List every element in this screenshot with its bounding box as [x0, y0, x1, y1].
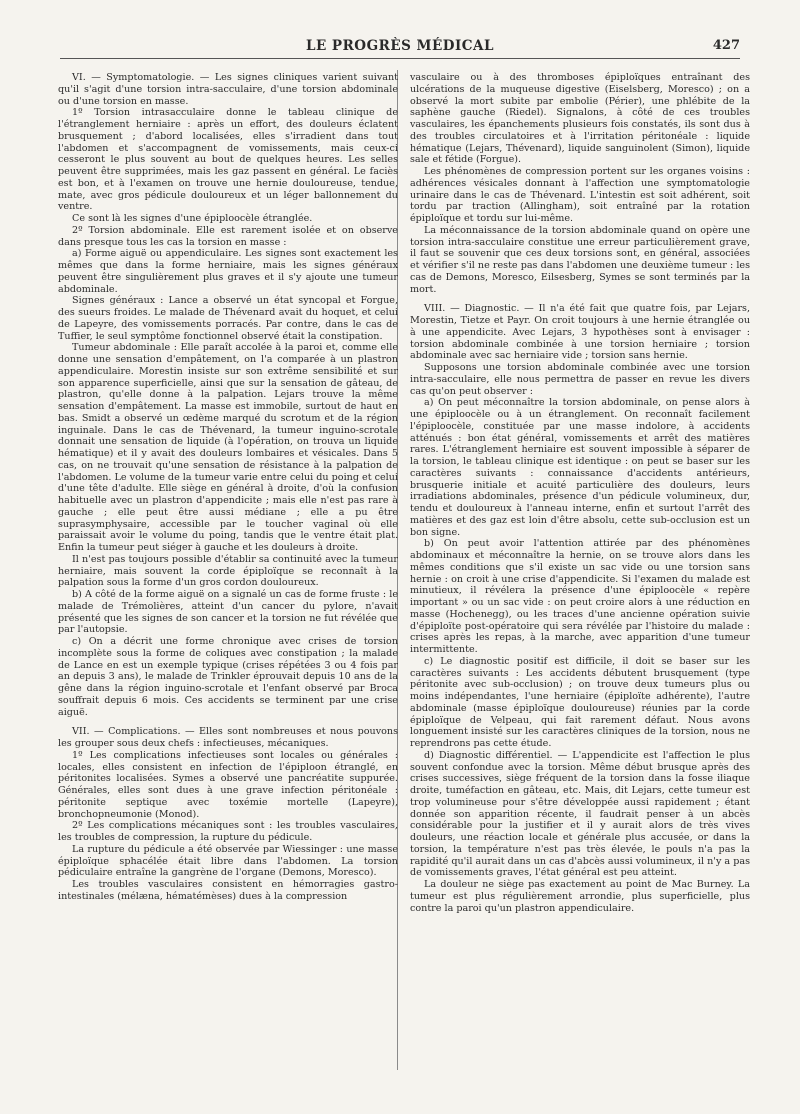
paragraph: a) On peut méconnaître la torsion abdominale, on pense alors à une épiploocèle ou à un étranglement. On reconnaît facilement l'épiploocèle, constituée par une masse indolore, à accidents atténués : bon état général, vomissements et arrêt des matières rares. L'étranglement herniaire est souvent impossible à séparer de la torsion, le tableau clinique est identique : on peut se baser sur les caractères suivants : connaissance d'accidents antérieurs, brusquerie initiale et acuité particulière des douleurs, leurs irradiations abdominales, présence d'un pédicule volumineux, dur, tendu et douloureux à l'anneau interne, enfin et surtout l'arrêt des matières et des gaz est loin d'être absolu, cette sub-occlusion est un bon signe.	[410, 397, 750, 538]
paragraph: Supposons une torsion abdominale combinée avec une torsion intra-sacculaire, elle nous permettra de passer en revue les divers cas qu'on peut observer :	[410, 362, 750, 397]
paragraph: Les phénomènes de compression portent sur les organes voisins : adhérences vésicales donnant à l'affection une symptomatologie urinaire dans le cas de Thévenard. L'intestin est soit adhérent, soit tordu par traction (Allingham), soit entraîné par la rotation épiploïque et tordu sur lui-même.	[410, 166, 750, 224]
page-number: 427	[712, 38, 740, 53]
paragraph: b) A côté de la forme aiguë on a signalé un cas de forme fruste : le malade de Trémolières, atteint d'un cancer du pylore, n'avait présenté que les signes de son cancer et la torsion ne fut révélée que par l'autopsie.	[58, 589, 398, 636]
left-column	[58, 72, 398, 903]
paragraph: Tumeur abdominale : Elle paraît accolée à la paroi et, comme elle donne une sensation d'empâtement, on l'a comparée à un plastron appendiculaire. Morestin insiste sur son extrême sensibilité et sur son apparence superficielle, ainsi que sur la sensation de gâteau, de plastron, qu'elle donne à la palpation. Lejars trouve la même sensation d'empâtement. La masse est immobile, surtout de haut en bas. Smidt a observé un œdème marqué du scrotum et de la région inguinale. Dans le cas de Thévenard, la tumeur inguino-scrotale donnait une sensation de liquide (à l'opération, on trouva un liquide hématique) et il y avait des douleurs lombaires et vésicales. Dans 5 cas, on ne trouvait qu'une sensation de résistance à la palpation de l'abdomen. Le volume de la tumeur varie entre celui du poing et celui d'une tête d'adulte. Elle siège en général à droite, d'où la confusion habituelle avec un plastron d'appendicite ; mais elle n'est pas rare à gauche ; elle peut être aussi médiane ; elle a pu être suprasymphysaire, accessible par le toucher vaginal où elle paraissait avoir le volume du poing, tandis que le ventre était plat. Enfin la tumeur peut siéger à gauche et les douleurs à droite.	[58, 342, 398, 553]
journal-title: LE PROGRÈS MÉDICAL	[305, 38, 495, 54]
paragraph: a) Forme aiguë ou appendiculaire. Les signes sont exactement les mêmes que dans la forme herniaire, mais les signes généraux peuvent être singulièrement plus graves et il s'y ajoute une tumeur abdominale.	[58, 248, 398, 295]
paragraph: Les troubles vasculaires consistent en hémorragies gastro-intestinales (mélæna, hématémèses) dues à la compression	[58, 879, 398, 902]
paragraph: c) Le diagnostic positif est difficile, il doit se baser sur les caractères suivants : Les accidents débutent brusquement (type péritonite avec sub-occlusion) ; on trouve deux tumeurs plus ou moins indépendantes, l'une herniaire (épiploïte adhérente), l'autre abdominale (masse épiploïque douloureuse) réunies par la corde épiploïque de Velpeau, qui fait rarement défaut. Nous avons longuement insisté sur les caractères cliniques de la torsion, nous ne reprendrons pas cette étude.	[410, 655, 750, 749]
paragraph: d) Diagnostic différentiel. — L'appendicite est l'affection le plus souvent confondue avec la torsion. Même début brusque après des crises successives, siège fréquent de la torsion dans la fosse iliaque droite, tuméfaction en gâteau, etc. Mais, dit Lejars, cette tumeur est trop volumineuse pour s'être développée aussi rapidement ; étant donnée son apparition récente, il faudrait penser à un abcès considérable pour la justifier et il y aurait alors de très vives douleurs, une réaction locale et générale plus accusée, or dans la torsion, la température n'est pas très élevée, le pouls n'a pas la rapidité qu'il aurait dans un cas d'abcès aussi volumineux, il n'y a pas de vomissements graves, l'état général est peu atteint.	[410, 749, 750, 879]
paragraph: b) On peut avoir l'attention attirée par des phénomènes abdominaux et méconnaître la hernie, on se trouve alors dans les mêmes conditions que s'il existe un sac vide ou une torsion sans hernie : on croit à une crise d'appendicite. Si l'examen du malade est minutieux, il révélera la présence d'une épiploocèle « repère important » ou un sac vide : on peut croire alors à une réduction en masse (Hochenegg), ou les traces d'une ancienne opération suivie d'épiploïte post-opératoire qui sera révélée par l'histoire du malade : crises après les repas, à la marche, avec apparition d'une tumeur intermittente.	[410, 538, 750, 655]
paragraph: 1º Torsion intrasacculaire donne le tableau clinique de l'étranglement herniaire : après un effort, des douleurs éclatent brusquement ; d'abord localisées, elles s'irradient dans tout l'abdomen et s'accompagnent de vomissements, mais ceux-ci cesseront le plus souvent au bout de quelques heures. Les selles peuvent être supprimées, mais les gaz passent en général. Le faciès est bon, et à l'examen on trouve une hernie douloureuse, tendue, mate, avec gros pédicule douloureux et un léger ballonnement du ventre.	[58, 107, 398, 213]
paragraph: La méconnaissance de la torsion abdominale quand on opère une torsion intra-sacculaire constitue une erreur particulièrement grave, il faut se souvenir que ces deux torsions sont, en général, associées et vérifier s'il ne reste pas dans l'abdomen une deuxième tumeur : les cas de Demons, Moresco, Eilsesberg, Symes se sont terminés par la mort.	[410, 224, 750, 295]
page-header	[60, 38, 740, 59]
section-heading-diagnostic: VIII. — Diagnostic. — Il n'a été fait que quatre fois, par Lejars, Morestin, Tietze et Payr. On croit toujours à une hernie étranglée ou à une appendicite. Avec Lejars, 3 hypothèses sont à envisager : torsion abdominale combinée à une torsion herniaire ; torsion abdominale avec sac herniaire vide ; torsion sans hernie.	[410, 303, 750, 362]
paragraph: 2º Torsion abdominale. Elle est rarement isolée et on observe dans presque tous les cas la torsion en masse :	[58, 224, 398, 248]
paragraph: 2º Les complications mécaniques sont : les troubles vasculaires, les troubles de compression, la rupture du pédicule.	[58, 820, 398, 843]
paragraph: La rupture du pédicule a été observée par Wiessinger : une masse épiploïque sphacélée était libre dans l'abdomen. La torsion pédiculaire entraîne la gangrène de l'organe (Demons, Moresco).	[58, 843, 398, 879]
paragraph: La douleur ne siège pas exactement au point de Mac Burney. La tumeur est plus régulièrement arrondie, plus superficielle, plus contre la paroi qu'un plastron appendiculaire.	[410, 879, 750, 914]
paragraph: 1º Les complications infectieuses sont locales ou générales : locales, elles consistent en infection de l'épiploon étranglé, en péritonites localisées. Symes a observé une pancréatite suppurée. Générales, elles sont dues à une grave infection péritonéale : péritonite septique avec toxémie mortelle (Lapeyre), bronchopneumonie (Monod).	[58, 749, 398, 820]
paragraph: vasculaire ou à des thromboses épiploïques entraînant des ulcérations de la muqueuse digestive (Eiselsberg, Moresco) ; on a observé la mort subite par embolie (Périer), une phlébite de la saphène gauche (Riedel). Signalons, à côté de ces troubles vasculaires, les épanchements plusieurs fois constatés, ils sont dus à des troubles circulatoires et à l'irritation péritonéale : liquide hématique (Lejars, Thévenard), liquide sanguinolent (Simon), liquide sale et fétide (Forgue).	[410, 72, 750, 166]
paragraph: Ce sont là les signes d'une épiploocèle étranglée.	[72, 213, 313, 224]
paragraph: c) On a décrit une forme chronique avec crises de torsion incomplète sous la forme de coliques avec constipation ; la malade de Lance en est un exemple typique (crises répétées 3 ou 4 fois par an depuis 3 ans), le malade de Trinkler éprouvait depuis 10 ans de la gêne dans la région inguino-scrotale et l'enfant observé par Broca souffrait depuis 6 mois. Ces accidents se terminent par une crise aiguë.	[58, 636, 398, 718]
paragraph: Il n'est pas toujours possible d'établir sa continuité avec la tumeur herniaire, mais souvent la corde épiploïque se reconnaît à la palpation sous la forme d'un gros cordon douloureux.	[58, 553, 398, 589]
paragraph: Signes généraux : Lance a observé un état syncopal et Forgue, des sueurs froides. Le malade de Thévenard avait du hoquet, et celui de Lapeyre, des vomissements porracés. Par contre, dans le cas de Tuffier, le seul symptôme fonctionnel observé était la constipation.	[58, 295, 398, 342]
right-column	[410, 72, 750, 914]
section-heading-complications: VII. — Complications. — Elles sont nombreuses et nous pouvons les grouper sous deux chefs : infectieuses, mécaniques.	[58, 726, 398, 749]
paragraph: VI. — Symptomatologie. — Les signes cliniques varient suivant qu'il s'agit d'une torsion intra-sacculaire, d'une torsion abdominale ou d'une torsion en masse.	[58, 72, 398, 107]
